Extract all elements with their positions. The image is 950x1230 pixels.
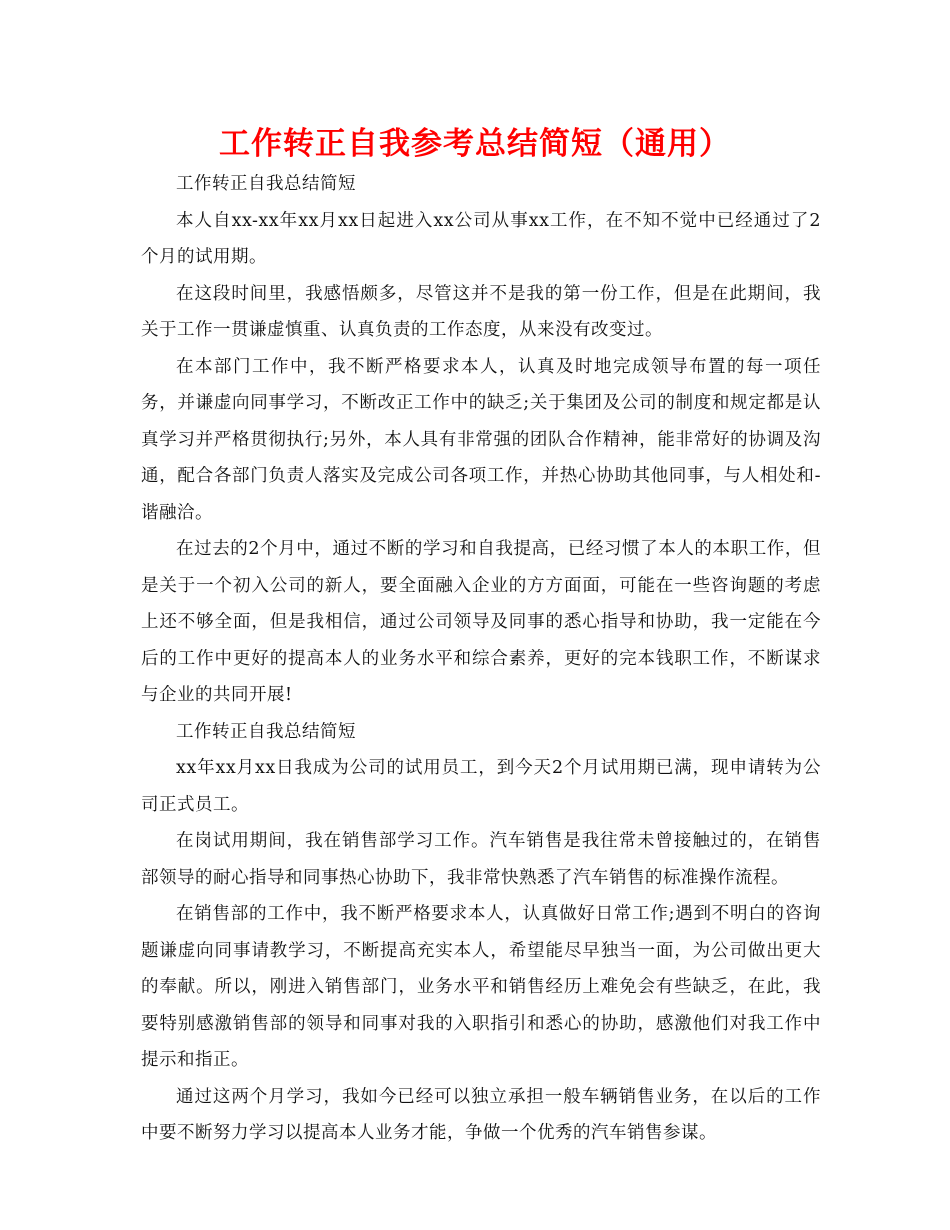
paragraph: 在过去的2个月中，通过不断的学习和自我提高，已经习惯了本人的本职工作，但是关于一个初入公司的新人，要全面融入企业的方方面面，可能在一些咨询题的考虑上还不够全面，但是我相信，通过公司领导及同事的悉心指导和协助，我一定能在今后的工作中更好的提高本人的业务水平和综合素养，更好的完本钱职工作，不断谋求与企业的共同开展! [141,539,821,705]
paragraph: 本人自xx-xx年xx月xx日起进入xx公司从事xx工作，在不知不觉中已经通过了2个月的试用期。 [141,210,821,267]
document-body [141,166,821,1152]
paragraph: 在这段时间里，我感悟颇多，尽管这并不是我的第一份工作，但是在此期间，我关于工作一贯谦虚慎重、认真负责的工作态度，从来没有改变过。 [141,283,821,340]
paragraph: 在岗试用期间，我在销售部学习工作。汽车销售是我往常未曾接触过的，在销售部领导的耐心指导和同事热心协助下，我非常快熟悉了汽车销售的标准操作流程。 [141,831,821,888]
section-heading: 工作转正自我总结简短 [176,174,356,194]
paragraph: 在销售部的工作中，我不断严格要求本人，认真做好日常工作;遇到不明白的咨询题谦虚向同事请教学习，不断提高充实本人，希望能尽早独当一面，为公司做出更大的奉献。所以，刚进入销售部门，业务水平和销售经历上难免会有些缺乏，在此，我要特别感激销售部的领导和同事对我的入职指引和悉心的协助，感激他们对我工作中提示和指正。 [141,904,821,1070]
paragraph: 通过这两个月学习，我如今已经可以独立承担一般车辆销售业务，在以后的工作中要不断努力学习以提高本人业务才能，争做一个优秀的汽车销售参谋。 [141,1086,821,1143]
paragraph: 在本部门工作中，我不断严格要求本人，认真及时地完成领导布置的每一项任务，并谦虚向同事学习，不断改正工作中的缺乏;关于集团及公司的制度和规定都是认真学习并严格贯彻执行;另外，本人具有非常强的团队合作精神，能非常好的协调及沟通，配合各部门负责人落实及完成公司各项工作，并热心协助其他同事，与人相处和-谐融洽。 [141,356,821,523]
document-title: 工作转正自我参考总结简短（通用） [219,126,731,162]
section-heading: 工作转正自我总结简短 [176,721,356,742]
paragraph: xx年xx月xx日我成为公司的试用员工，到今天2个月试用期已满，现申请转为公司正式员工。 [141,758,821,815]
